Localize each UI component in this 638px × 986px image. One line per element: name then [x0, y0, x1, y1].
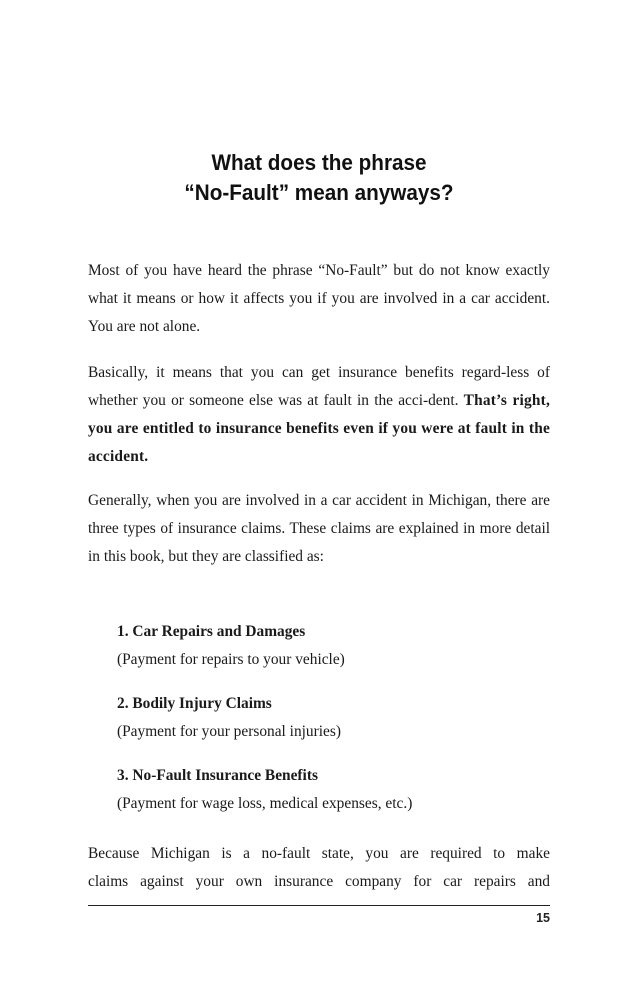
list-item	[117, 618, 557, 690]
claim-description: (Payment for your personal injuries)	[117, 723, 341, 740]
title-line-2: “No-Fault” mean anyways?	[184, 180, 454, 205]
footer-divider	[88, 905, 550, 906]
paragraph-michigan-line-1: Because Michigan is a no-fault state, you are required to make	[88, 845, 550, 862]
emphasis-entitled: That’s right, you are entitled to insurance benefits even if you were at fault in the accident.	[88, 392, 550, 465]
claim-title: 1. Car Repairs and Damages	[117, 623, 306, 640]
page-number: 15	[536, 911, 550, 925]
title-line-1: What does the phrase	[211, 150, 427, 175]
claim-title: 3. No-Fault Insurance Benefits	[117, 767, 318, 784]
paragraph-basically	[88, 359, 550, 471]
claim-description: (Payment for wage loss, medical expenses, etc.)	[117, 795, 413, 812]
claim-title: 2. Bodily Injury Claims	[117, 695, 272, 712]
list-item	[117, 690, 557, 762]
page-title	[106, 148, 531, 208]
paragraph-generally: Generally, when you are involved in a car accident in Michigan, there are three types of insurance claims. These claims are explained in more detail in this book, but they are classified as:	[88, 492, 550, 565]
paragraph-michigan-line-2: claims against your own insurance company for car repairs and	[88, 873, 550, 890]
list-item	[117, 762, 557, 834]
paragraph-michigan	[88, 840, 550, 896]
claims-list	[117, 618, 557, 834]
paragraph-intro: Most of you have heard the phrase “No-Fault” but do not know exactly what it means or how it affects you if you are involved in a car accident. You are not alone.	[88, 262, 550, 335]
claim-description: (Payment for repairs to your vehicle)	[117, 651, 345, 668]
paragraph-basically-text: Basically, it means that you can get insurance benefits regard-less of whether you or someone else was at fault in the acci-dent.	[88, 364, 550, 409]
